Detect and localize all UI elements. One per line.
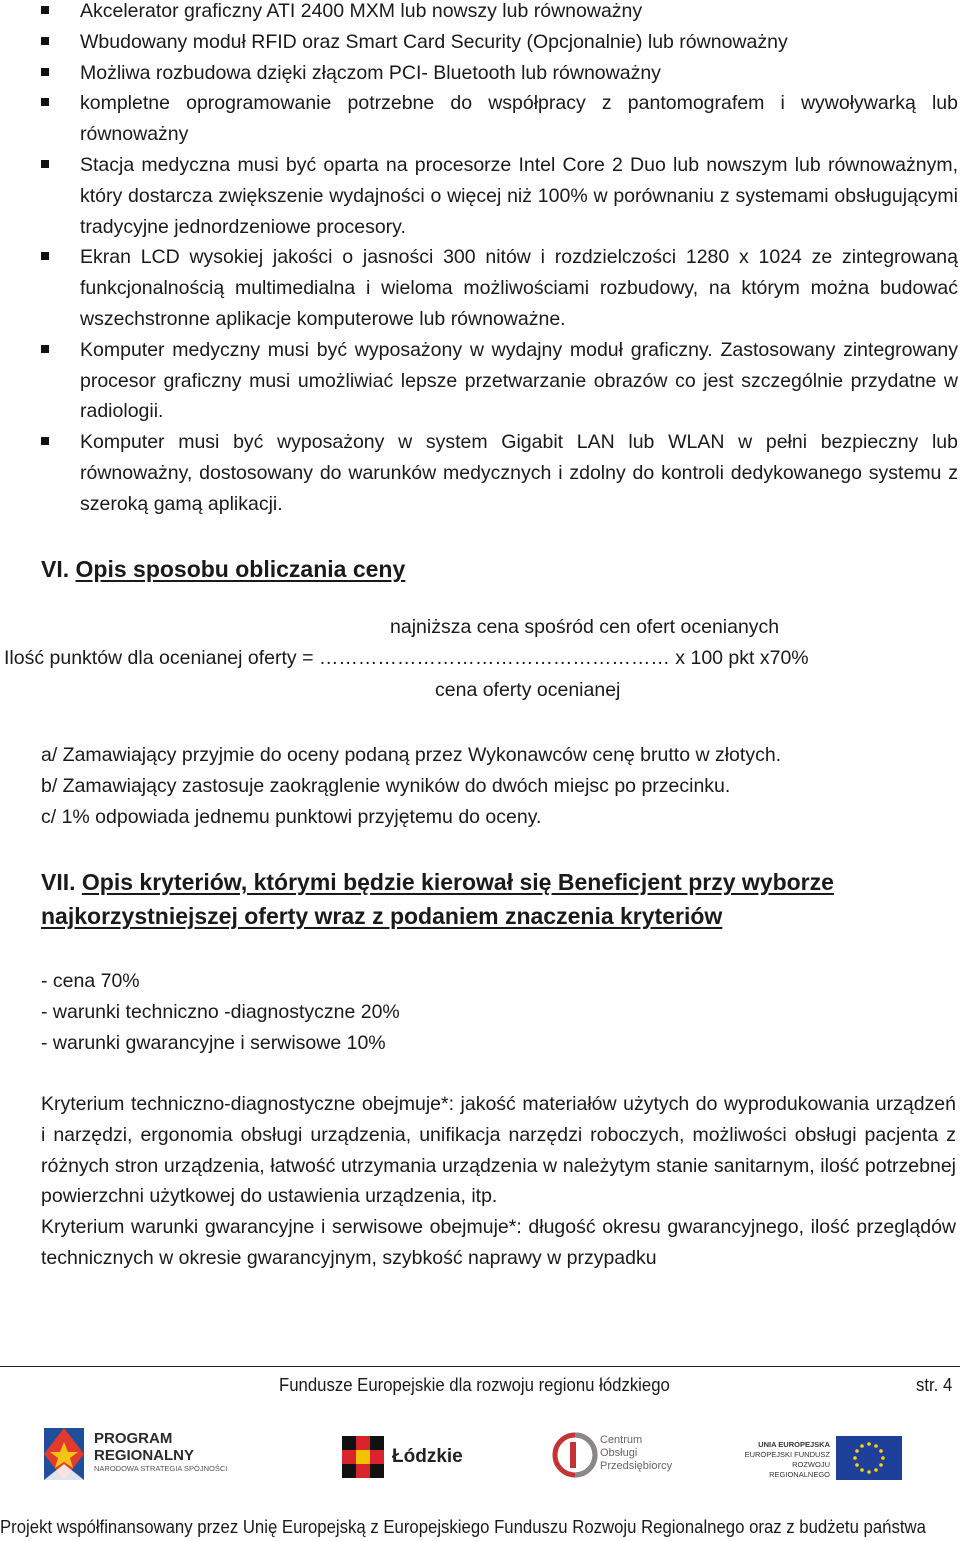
logo-text: Centrum (600, 1434, 643, 1446)
equipment-spec-list (40, 0, 958, 520)
logo-text: Obsługi (600, 1447, 638, 1459)
criterion-technical-description: Kryterium techniczno-diagnostyczne obejmuje*: jakość materiałów użytych do wyprodukowania urządzeń i narzędzi, ergonomia obsługi urządzenia, unifikacja narzędzi roboczych, możliwości obsługi pacjenta z różnych stron urządzenia, łatwość utrzymania urządzenia w należytym stanie sanitarnym, ilość potrzebnej powierzchni użytkowej do ustawienia urządzenia, itp. (41, 1093, 956, 1208)
cofinancing-statement: Projekt współfinansowany przez Unię Europejską z Europejskiego Funduszu Rozwoju Regionalnego oraz z budżetu państwa (0, 1517, 926, 1537)
criterion-warranty: - warunki gwarancyjne i serwisowe 10% (41, 1031, 386, 1054)
bullet-square-icon (41, 252, 49, 260)
logo-text: PROGRAM (94, 1430, 173, 1447)
centrum-emblem-icon (552, 1432, 598, 1478)
lodzkie-emblem-icon (342, 1436, 384, 1478)
criterion-warranty-description: Kryterium warunki gwarancyjne i serwisowe obejmuje*: długość okresu gwarancyjnego, ilość przeglądów technicznych w okresie gwarancyjnym, szybkość naprawy w przypadku (41, 1216, 956, 1269)
logo-text: UNIA EUROPEJSKA (758, 1440, 830, 1449)
list-item-text: Stacja medyczna musi być oparta na procesorze Intel Core 2 Duo lub nowszym lub równoważnym, który dostarcza zwiększenie wydajności o więcej niż 100% w porównaniu z systemami obsługującymi tradycyjne jednordzeniowe procesory. (80, 153, 958, 238)
logo-bar (0, 1420, 960, 1500)
list-item (40, 27, 958, 58)
criterion-price: - cena 70% (41, 970, 140, 992)
list-item-text: Komputer medyczny musi być wyposażony w wydajny moduł graficzny. Zastosowany zintegrowany procesor graficzny musi umożliwiać lepsze przetwarzanie obrazów co jest szczególnie przydatne w radiologii. (80, 338, 958, 423)
program-regionalny-emblem-icon (40, 1424, 88, 1484)
bullet-square-icon (41, 68, 49, 76)
list-item (40, 0, 958, 27)
logo-text: NARODOWA STRATEGIA SPÓJNOŚCI (94, 1464, 228, 1473)
section-title: Opis sposobu obliczania ceny (75, 556, 406, 582)
note-a: a/ Zamawiający przyjmie do oceny podaną przez Wykonawców cenę brutto w złotych. (41, 744, 782, 766)
centrum-obslugi-logo (552, 1432, 682, 1484)
list-item (40, 58, 958, 89)
footer-text: Fundusze Europejskie dla rozwoju regionu łódzkiego (279, 1375, 670, 1395)
section-number: VII. (41, 869, 76, 895)
list-item (40, 335, 958, 427)
section-heading-vii (41, 865, 834, 933)
list-item (40, 427, 958, 519)
criteria-description (41, 1089, 956, 1274)
list-item-text: Ekran LCD wysokiej jakości o jasności 300 nitów i rozdzielczości 1280 x 1024 ze zintegrowaną funkcjonalnością multimedialna i wieloma możliwościami rozbudowy, na którym można budować wszechstronne aplikacje komputerowe lub równoważne. (80, 246, 958, 330)
bullet-square-icon (41, 345, 49, 353)
logo-text: EUROPEJSKI FUNDUSZ (744, 1450, 830, 1459)
eu-flag-icon (836, 1436, 902, 1480)
list-item-text: Komputer musi być wyposażony w system Gigabit LAN lub WLAN w pełni bezpieczny lub równoważny, dostosowany do warunków medycznych i zdolny do kontroli dedykowanego systemu z szeroką gamą aplikacji. (80, 431, 958, 515)
lodzkie-logo (342, 1436, 472, 1480)
list-item-text: Możliwa rozbudowa dzięki złączom PCI- Bluetooth lub równoważny (80, 61, 661, 84)
list-item-text: kompletne oprogramowanie potrzebne do współpracy z pantomografem i wywoływarką lub równoważny (80, 92, 958, 146)
scoring-notes (41, 740, 956, 832)
page-number: str. 4 (916, 1375, 953, 1395)
formula-line: Ilość punktów dla ocenianej oferty = ……………………………………………… x 100 pkt x70% (4, 647, 809, 669)
section-title-line2: najkorzystniejszej oferty wraz z podaniem znaczenia kryteriów (41, 903, 723, 929)
eu-logo (732, 1436, 912, 1482)
section-title-line1: Opis kryteriów, którymi będzie kierował się Beneficjent przy wyborze (81, 869, 834, 895)
criterion-technical: - warunki techniczno -diagnostyczne 20% (41, 1000, 400, 1023)
logo-text: REGIONALNY (94, 1447, 195, 1464)
bullet-square-icon (41, 6, 49, 14)
logo-text: Przedsiębiorcy (600, 1460, 673, 1472)
formula-denominator: cena oferty ocenianej (435, 679, 621, 701)
logo-text: Łódzkie (392, 1446, 463, 1467)
bullet-square-icon (41, 437, 49, 445)
list-item-text: Akcelerator graficzny ATI 2400 MXM lub nowszy lub równoważny (80, 0, 643, 22)
logo-text: ROZWOJU REGIONALNEGO (769, 1460, 830, 1479)
bullet-square-icon (41, 98, 49, 106)
note-c: c/ 1% odpowiada jednemu punktowi przyjętemu do oceny. (41, 805, 542, 828)
criteria-list (41, 966, 956, 1058)
list-item-text: Wbudowany moduł RFID oraz Smart Card Security (Opcjonalnie) lub równoważny (80, 30, 788, 53)
bullet-square-icon (41, 160, 49, 168)
footer-divider (0, 1366, 960, 1367)
list-item (40, 150, 958, 242)
section-heading-vi (41, 552, 405, 586)
bullet-square-icon (41, 37, 49, 45)
formula-numerator: najniższa cena spośród cen ofert ocenianych (390, 616, 780, 638)
list-item (40, 88, 958, 150)
section-number: VI. (41, 556, 70, 582)
program-regionalny-logo (40, 1424, 240, 1488)
note-b: b/ Zamawiający zastosuje zaokrąglenie wyników do dwóch miejsc po przecinku. (41, 774, 731, 797)
list-item (40, 242, 958, 334)
